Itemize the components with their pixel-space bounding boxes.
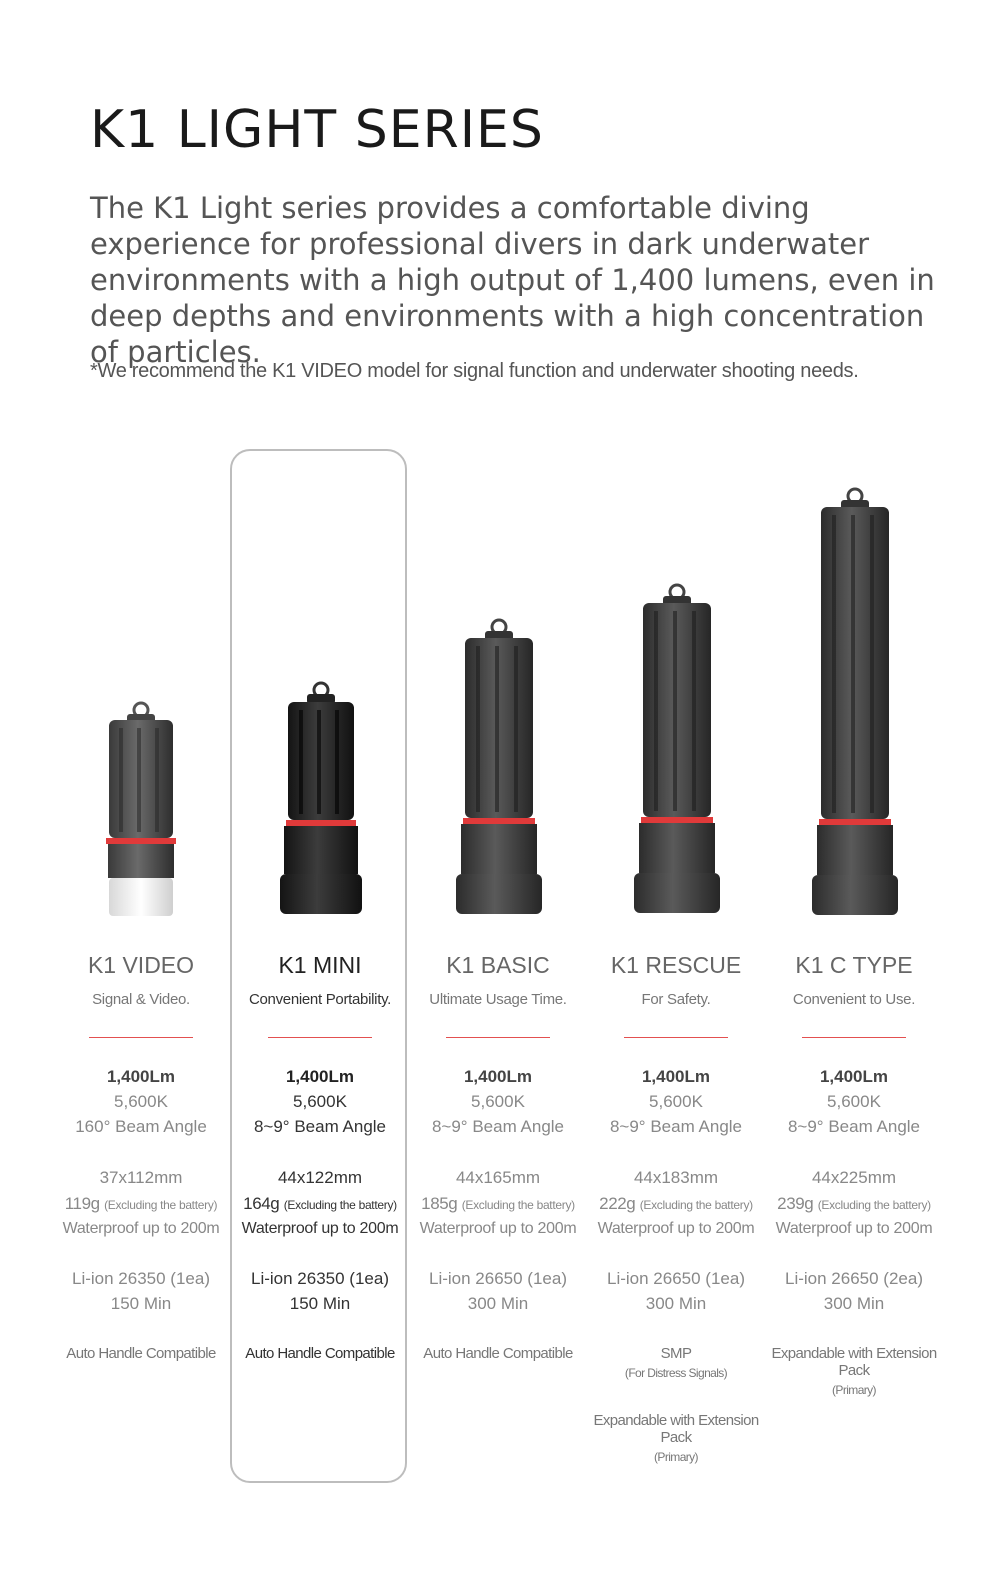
waterproof-rating: Waterproof up to 200m xyxy=(419,1220,577,1237)
feature-1-sub: (For Distress Signals) xyxy=(624,1366,728,1380)
weight-note: (Excluding the battery) xyxy=(817,1198,931,1212)
battery: Li-ion 26650 (1ea) xyxy=(607,1269,745,1288)
beam-angle: 8~9° Beam Angle xyxy=(787,1117,921,1136)
flashlight-image xyxy=(52,0,230,950)
product-name: K1 VIDEO xyxy=(87,952,195,978)
flashlight-image xyxy=(765,0,943,950)
divider xyxy=(446,1037,550,1038)
feature-2-sub: (Primary) xyxy=(654,1450,698,1464)
waterproof-rating: Waterproof up to 200m xyxy=(597,1220,755,1237)
runtime: 300 Min xyxy=(467,1294,529,1313)
divider xyxy=(89,1037,193,1038)
weight xyxy=(409,1191,587,1218)
weight-note: (Excluding the battery) xyxy=(283,1198,397,1212)
lumens: 1,400Lm xyxy=(641,1067,711,1086)
runtime: 150 Min xyxy=(110,1294,172,1313)
weight xyxy=(231,1191,409,1218)
waterproof-rating: Waterproof up to 200m xyxy=(241,1220,399,1237)
runtime: 300 Min xyxy=(823,1294,885,1313)
beam-angle: 8~9° Beam Angle xyxy=(609,1117,743,1136)
page-title: K1 LIGHT SERIES xyxy=(90,100,544,160)
feature-1-text: SMP xyxy=(660,1345,692,1362)
lumens: 1,400Lm xyxy=(106,1067,176,1086)
divider xyxy=(624,1037,728,1038)
product-tagline: Signal & Video. xyxy=(92,991,190,1008)
beam-angle: 160° Beam Angle xyxy=(75,1117,207,1136)
color-temperature: 5,600K xyxy=(827,1092,881,1111)
color-temperature: 5,600K xyxy=(471,1092,525,1111)
lumens: 1,400Lm xyxy=(463,1067,533,1086)
product-k1-video xyxy=(52,0,230,1569)
battery: Li-ion 26650 (1ea) xyxy=(429,1269,567,1288)
dimensions: 44x122mm xyxy=(277,1168,363,1187)
weight xyxy=(765,1191,943,1218)
product-name: K1 C TYPE xyxy=(795,952,913,978)
battery: Li-ion 26350 (1ea) xyxy=(72,1269,210,1288)
battery: Li-ion 26350 (1ea) xyxy=(251,1269,389,1288)
dimensions: 44x183mm xyxy=(633,1168,719,1187)
product-k1-rescue xyxy=(587,0,765,1569)
feature-1-text: Auto Handle Compatible xyxy=(423,1345,573,1362)
feature-2 xyxy=(231,1412,409,1415)
beam-angle: 8~9° Beam Angle xyxy=(431,1117,565,1136)
feature-1-text: Auto Handle Compatible xyxy=(66,1345,216,1362)
product-k1-mini xyxy=(231,0,409,1569)
product-k1-basic xyxy=(409,0,587,1569)
runtime: 150 Min xyxy=(289,1294,351,1313)
dimensions: 44x165mm xyxy=(455,1168,541,1187)
product-tagline: Ultimate Usage Time. xyxy=(429,991,567,1008)
product-tagline: Convenient Portability. xyxy=(248,991,392,1008)
flashlight-image xyxy=(409,0,587,950)
weight-value: 185g xyxy=(421,1194,458,1213)
beam-angle: 8~9° Beam Angle xyxy=(253,1117,387,1136)
recommendation-note: *We recommend the K1 VIDEO model for signal function and underwater shooting needs. xyxy=(90,360,859,382)
feature-2 xyxy=(587,1412,765,1466)
weight-value: 164g xyxy=(243,1194,280,1213)
divider xyxy=(268,1037,372,1038)
weight-note: (Excluding the battery) xyxy=(461,1198,575,1212)
waterproof-rating: Waterproof up to 200m xyxy=(775,1220,933,1237)
product-name: K1 RESCUE xyxy=(610,952,742,978)
lumens: 1,400Lm xyxy=(285,1067,355,1086)
weight xyxy=(587,1191,765,1218)
intro-paragraph: The K1 Light series provides a comfortable diving experience for professional divers in dark underwater environments with a high output of 1,400 lumens, even in deep depths and environments with a high concentration of particles. xyxy=(90,191,935,369)
feature-2 xyxy=(765,1412,943,1415)
feature-1 xyxy=(231,1345,409,1365)
weight-value: 222g xyxy=(599,1194,636,1213)
feature-1 xyxy=(587,1345,765,1382)
weight-value: 239g xyxy=(777,1194,814,1213)
feature-1-text: Expandable with Extension Pack xyxy=(771,1345,937,1379)
feature-1 xyxy=(409,1345,587,1365)
product-name: K1 BASIC xyxy=(446,952,550,978)
feature-2 xyxy=(409,1412,587,1415)
weight-value: 119g xyxy=(64,1194,100,1213)
feature-2-text: Expandable with Extension Pack xyxy=(593,1412,759,1446)
feature-1-sub: (Primary) xyxy=(832,1383,876,1397)
color-temperature: 5,600K xyxy=(293,1092,347,1111)
waterproof-rating: Waterproof up to 200m xyxy=(62,1220,220,1237)
feature-1 xyxy=(765,1345,943,1399)
dimensions: 44x225mm xyxy=(811,1168,897,1187)
weight xyxy=(52,1191,230,1218)
runtime: 300 Min xyxy=(645,1294,707,1313)
flashlight-image xyxy=(587,0,765,950)
product-name: K1 MINI xyxy=(278,952,362,978)
weight-note: (Excluding the battery) xyxy=(639,1198,753,1212)
product-tagline: For Safety. xyxy=(641,991,711,1008)
divider xyxy=(802,1037,906,1038)
color-temperature: 5,600K xyxy=(649,1092,703,1111)
battery: Li-ion 26650 (2ea) xyxy=(785,1269,923,1288)
feature-2 xyxy=(52,1412,230,1415)
feature-1-text: Auto Handle Compatible xyxy=(245,1345,395,1362)
lumens: 1,400Lm xyxy=(819,1067,889,1086)
product-k1-c-type xyxy=(765,0,943,1569)
product-tagline: Convenient to Use. xyxy=(792,991,916,1008)
weight-note: (Excluding the battery) xyxy=(104,1198,218,1212)
dimensions: 37x112mm xyxy=(99,1168,183,1187)
feature-1 xyxy=(52,1345,230,1365)
flashlight-image xyxy=(231,0,409,950)
color-temperature: 5,600K xyxy=(114,1092,168,1111)
